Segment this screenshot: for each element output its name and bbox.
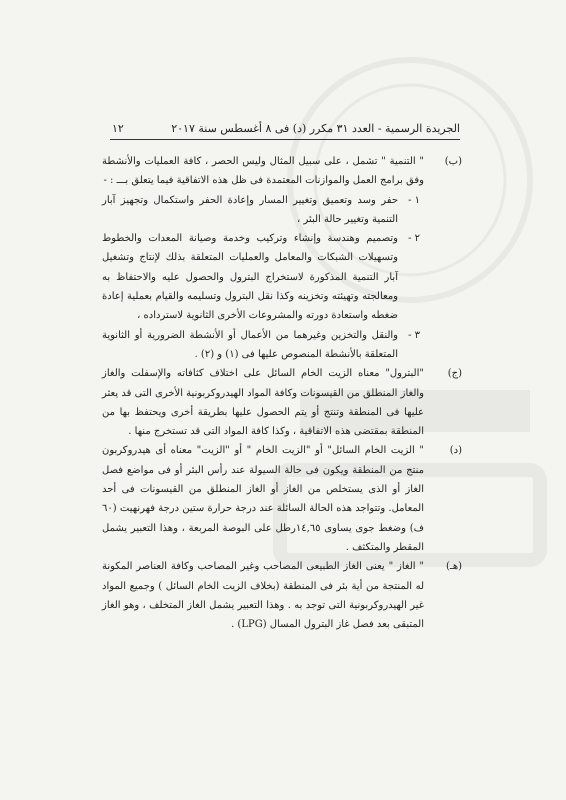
header-title: الجريدة الرسمية - العدد ٣١ مكرر (د) فى ٨ أغسطس سنة ٢٠١٧ bbox=[171, 122, 460, 135]
clause-mark: (ب) bbox=[444, 156, 462, 167]
clause-c bbox=[102, 364, 462, 441]
clause-b bbox=[102, 152, 462, 364]
clause-mark: (هـ) bbox=[445, 561, 462, 573]
subitem-number: ٣ - bbox=[408, 329, 420, 341]
page-header bbox=[112, 122, 460, 135]
header-rule bbox=[110, 139, 460, 140]
clause-mark: (ج) bbox=[447, 368, 462, 380]
subitem-text: حفر وسد وتعميق وتغيير المسار وإعادة الحفر واستكمال وتجهيز آبار التنمية وتغيير حالة البئر ، bbox=[102, 194, 398, 225]
subitem-1 bbox=[102, 191, 424, 230]
subitem-number: ١ - bbox=[408, 194, 420, 206]
clause-e bbox=[102, 557, 462, 634]
subitem-text: والنقل والتخزين وغيرهما من الأعمال أو الأنشطة الضرورية أو الثانوية المتعلقة بالأنشطة المنصوص عليها فى (١) و (٢) . bbox=[102, 329, 398, 360]
clause-paragraph: "البترول" معناه الزيت الخام السائل على اختلاف كثافاته والإسفلت والغاز والغاز المنطلق من القيسونات وكافة المواد الهيدروكربونية الأخرى التى قد يعثر عليها فى المنطقة وتنتج أو يتم الحصول عليها بطريقة أخرى ويحتفظ بها من المنطقة بمقتضى هذه الاتفاقية ، وكذا كافة المواد التى قد تستخرج منها . bbox=[102, 368, 424, 438]
document-body bbox=[102, 152, 462, 634]
subitem-2 bbox=[102, 229, 424, 325]
clause-paragraph: " التنمية " تشمل ، على سبيل المثال وليس الحصر ، كافة العمليات والأنشطة وفق برامج العمل والموازنات المعتمدة فى ظل هذه الاتفاقية فيما يتعلق بـــ : - bbox=[102, 156, 424, 187]
clause-paragraph: " الزيت الخام السائل" أو "الزيت الخام " أو "الزيت" معناه أى هيدروكربون منتج من المنطقة ويكون فى حالة السيولة عند رأس البئر أو فى مواضع فصل الغاز أو الذى يستخلص من الغاز أو الغاز المنطلق من القيسونات فى أحد المعامل. وتتواجد هذه الحالة السائلة عند درجة حرارة ستين درجة فهرنهيت (٦٠ ف) وضغط جوى يساوى ١٤,٦٥رطل على البوصة المربعة ، وهذا التعبير يشمل المقطر والمتكثف . bbox=[102, 445, 424, 553]
subitem-number: ٢ - bbox=[408, 233, 420, 245]
subitem-text: وتصميم وهندسة وإنشاء وتركيب وخدمة وصيانة المعدات والخطوط وتسهيلات الشبكات والمعامل والعمليات المتعلقة بذلك لإنتاج وتشغيل آبار التنمية المذكورة لاستخراج البترول والحصول عليه والاحتفاظ به ومعالجته وتهيئته وتخزينه وكذا نقل البترول وتسليمه والقيام بعملية إعادة ضغطه واستعادة دورته والمشروعات الأخرى الثانوية لاسترداده ، bbox=[102, 233, 398, 322]
clause-mark: (د) bbox=[449, 445, 462, 457]
clause-d bbox=[102, 441, 462, 557]
page-number: ١٢ bbox=[112, 122, 124, 135]
subitem-3 bbox=[102, 326, 424, 365]
clause-paragraph: " الغاز " يعنى الغاز الطبيعى المصاحب وغير المصاحب وكافة العناصر المكونة له المنتجة من أية بئر فى المنطقة (بخلاف الزيت الخام السائل ) وجميع المواد غير الهيدروكربونية التى توجد به . وهذا التعبير يشمل الغاز المتخلف ، وهو الغاز المتبقى بعد فصل غاز البترول المسال (LPG) . bbox=[102, 561, 424, 631]
